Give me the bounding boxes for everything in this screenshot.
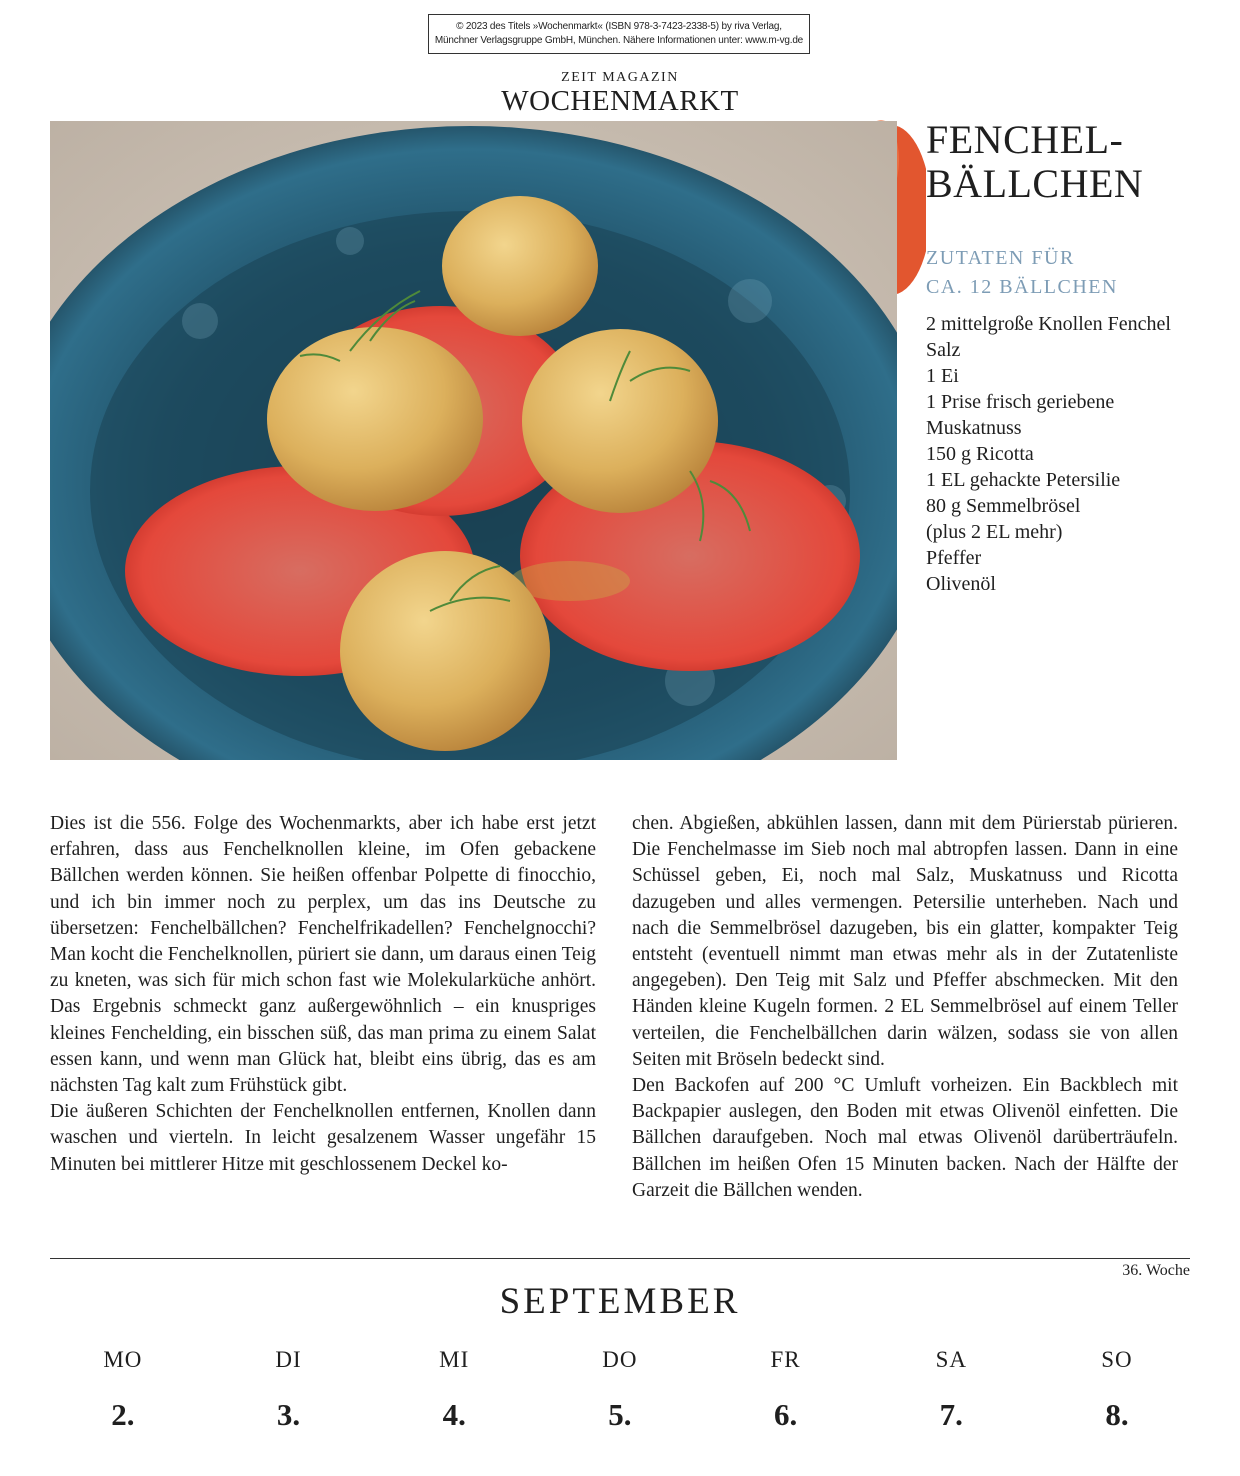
- ingredient-item: Salz: [926, 339, 961, 361]
- day-date: 6.: [773, 1397, 798, 1432]
- calendar-day: [1034, 1345, 1200, 1433]
- food-photo: [50, 121, 897, 760]
- ingredient-item: 1 EL gehackte Petersilie: [926, 469, 1121, 491]
- method-paragraph-3: Den Backofen auf 200 °C Umluft vorheizen. Ein Backblech mit Backpapier auslegen, den Boden mit etwas Olivenöl einfetten. Die Bällchen daraufgeben. Noch mal etwas Olivenöl darüberträufeln. Bällchen im heißen Ofen 15 Minuten backen. Nach der Hälfte der Garzeit die Bällchen wenden.: [632, 1075, 1178, 1201]
- method-paragraph-2: chen. Abgießen, abkühlen lassen, dann mit dem Pürierstab pürieren. Die Fenchelmasse im Sieb noch mal abtropfen lassen. Dann in eine Schüssel geben, Ei, noch mal Salz, Muskatnuss und Ricotta dazugeben und alles vermengen. Petersilie unterheben. Nach und nach die Semmelbrösel dazugeben, bis ein glatter, kompakter Teig entsteht (eventuell nimmt man etwas mehr als in der Zutatenliste angegeben). Den Teig mit Salz und Pfeffer abschmecken. Mit den Händen kleine Kugeln formen. 2 EL Semmelbrösel auf einem Teller verteilen, die Fenchelbällchen darin wälzen, sodass sie von allen Seiten mit Bröseln bedeckt sind.: [632, 813, 1178, 1070]
- day-date: 8.: [1105, 1397, 1129, 1432]
- copyright-line-1: © 2023 des Titels »Wochenmarkt« (ISBN 978-3-7423-2338-5) by riva Verlag,: [456, 21, 782, 32]
- copyright-notice: [428, 14, 810, 54]
- day-name: MO: [103, 1347, 143, 1372]
- day-name: MI: [439, 1347, 470, 1372]
- day-date: 7.: [939, 1397, 963, 1432]
- recipe-title: [926, 118, 1143, 206]
- ingredient-item: Pfeffer: [926, 547, 982, 569]
- title-line-1: FENCHEL-: [926, 117, 1124, 162]
- title-line-2: BÄLLCHEN: [926, 161, 1144, 206]
- body-text-column-2: [632, 811, 1178, 1204]
- day-date: 3.: [276, 1397, 301, 1432]
- masthead-big: WOCHENMARKT: [501, 85, 739, 117]
- day-date: 4.: [442, 1397, 466, 1432]
- ingredient-item: (plus 2 EL mehr): [926, 521, 1063, 543]
- day-date: 5.: [608, 1397, 632, 1432]
- calendar-day: [206, 1345, 372, 1433]
- ingredients-heading-line-1: ZUTATEN FÜR: [926, 247, 1075, 269]
- calendar-day: [40, 1345, 206, 1433]
- copyright-line-2: Münchner Verlagsgruppe GmbH, München. Nähere Informationen unter: www.m-vg.de: [434, 35, 804, 46]
- ingredient-item: 80 g Semmelbrösel: [926, 495, 1081, 517]
- day-name: SO: [1101, 1347, 1133, 1372]
- week-number: 36. Woche: [1122, 1262, 1190, 1279]
- ingredient-item: 150 g Ricotta: [926, 443, 1034, 465]
- calendar-day: [868, 1345, 1034, 1433]
- calendar-divider: [50, 1258, 1190, 1259]
- ingredients-heading: [926, 244, 1118, 302]
- masthead-logo: [470, 70, 770, 116]
- method-paragraph-1: Die äußeren Schichten der Fenchelknollen entfernen, Knollen dann waschen und vierteln. In leicht gesalzenem Wasser ungefähr 15 Minuten bei mittlerer Hitze mit geschlossenem Deckel ko-: [50, 1101, 596, 1175]
- ingredients-heading-line-2: CA. 12 BÄLLCHEN: [926, 276, 1118, 298]
- ingredients-list: [926, 311, 1171, 597]
- calendar-day: [371, 1345, 537, 1433]
- day-name: DI: [275, 1347, 302, 1372]
- day-name: DO: [602, 1347, 638, 1372]
- day-name: SA: [935, 1347, 967, 1372]
- ingredient-item: Olivenöl: [926, 573, 996, 595]
- ingredient-item: 1 Prise frisch geriebene: [926, 391, 1115, 413]
- masthead-small: ZEIT MAGAZIN: [561, 70, 679, 85]
- calendar-days: [40, 1345, 1200, 1433]
- calendar-day: [703, 1345, 869, 1433]
- body-text-column-1: [50, 811, 596, 1178]
- ingredient-item: 2 mittelgroße Knollen Fenchel: [926, 313, 1171, 335]
- month-title: SEPTEMBER: [499, 1281, 741, 1322]
- intro-paragraph: Dies ist die 556. Folge des Wochenmarkts, aber ich habe erst jetzt erfahren, dass aus Fenchelknollen kleine, im Ofen gebackene Bällchen werden können. Sie heißen offenbar Polpette di finocchio, und ich bin immer noch zu perplex, um das ins Deutsche zu übersetzen: Fenchelbällchen? Fenchelfrikadellen? Fenchelgnocchi? Man kocht die Fenchelknollen, püriert sie dann, um daraus einen Teig zu kneten, was sich für mich schon fast wie Molekularküche anhört. Das Ergebnis schmeckt ganz außergewöhnlich – ein knuspriges kleines Fenchelding, ein bisschen süß, das man prima zu einem Salat essen kann, und wenn man Glück hat, bleibt eins übrig, das es am nächsten Tag kalt zum Frühstück gibt.: [50, 813, 596, 1097]
- ingredient-item: Muskatnuss: [926, 417, 1022, 439]
- day-name: FR: [770, 1347, 801, 1372]
- calendar-day: [537, 1345, 703, 1433]
- day-date: 2.: [111, 1397, 135, 1432]
- ingredient-item: 1 Ei: [926, 365, 959, 387]
